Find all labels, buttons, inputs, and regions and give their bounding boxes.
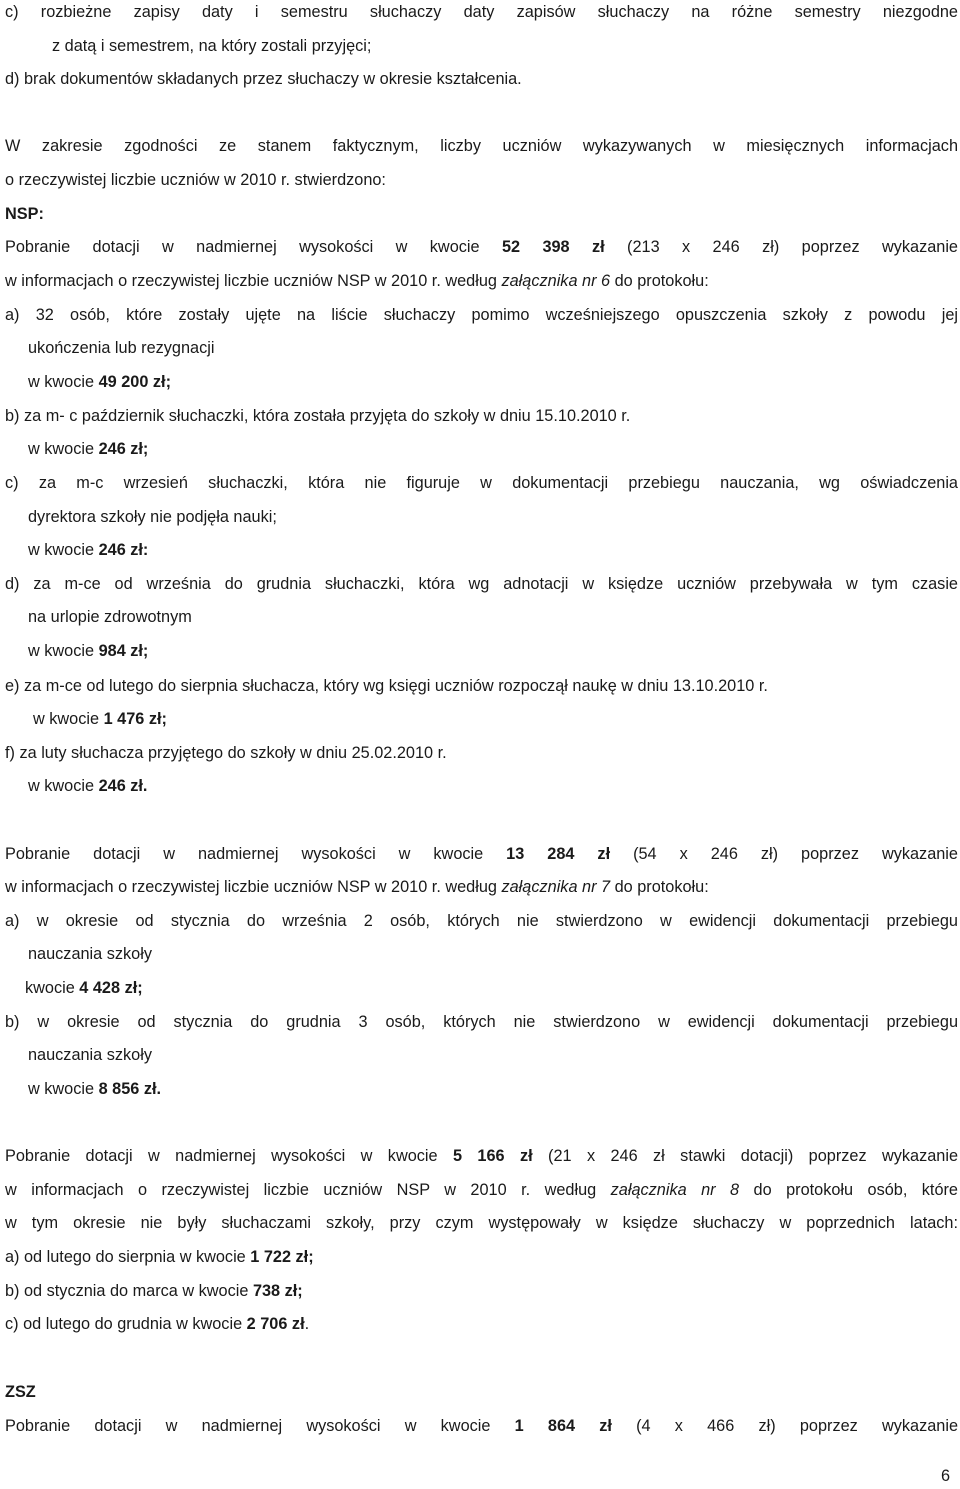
text-segment: do protokołu:: [610, 272, 709, 290]
text-line: [28, 1045, 152, 1065]
text-segment: b) w okresie od stycznia do grudnia 3 osób, których nie stwierdzono w ewidencji dokumentacji przebiegu: [5, 1013, 958, 1031]
text-segment: (4 x 466 zł) poprzez wykazanie: [611, 1417, 959, 1435]
text-line: [5, 2, 958, 22]
text-segment: f) za luty słuchacza przyjętego do szkoły w dniu 25.02.2010 r.: [5, 744, 447, 762]
text-segment: w kwocie: [33, 710, 104, 728]
bold-text: 52 398 zł: [501, 238, 605, 256]
italic-text: załącznika nr 8: [610, 1181, 740, 1199]
text-segment: w tym okresie nie były słuchaczami szkoły, przy czym występowały w księdze słuchaczy w poprzednich latach:: [5, 1214, 958, 1232]
page-number: 6: [940, 1467, 950, 1485]
text-line: [28, 1079, 161, 1099]
text-line: [5, 1180, 958, 1200]
text-line: [5, 1146, 958, 1166]
italic-text: załącznika nr 7: [501, 878, 611, 896]
text-line: [5, 406, 630, 426]
text-line: [5, 473, 958, 493]
text-segment: a) 32 osób, które zostały ujęte na liście słuchaczy pomimo wcześniejszego opuszczenia szkoły z powodu jej: [5, 306, 958, 324]
text-segment: w kwocie: [28, 1080, 99, 1098]
text-line: [5, 237, 958, 257]
text-segment: z datą i semestrem, na który zostali przyjęci;: [52, 37, 372, 55]
text-line: [28, 507, 277, 527]
text-segment: .: [304, 1315, 310, 1333]
text-segment: c) od lutego do grudnia w kwocie: [5, 1315, 247, 1333]
text-line: [5, 305, 958, 325]
text-segment: a) od lutego do sierpnia w kwocie: [5, 1248, 251, 1266]
text-segment: ukończenia lub rezygnacji: [28, 339, 215, 357]
text-segment: Pobranie dotacji w nadmiernej wysokości w kwocie: [5, 1147, 453, 1165]
text-segment: w informacjach o rzeczywistej liczbie uczniów NSP w 2010 r. według: [5, 1181, 611, 1199]
text-segment: Pobranie dotacji w nadmiernej wysokości w kwocie: [5, 845, 507, 863]
bold-text: 1 476 zł;: [103, 710, 167, 728]
text-segment: dyrektora szkoły nie podjęła nauki;: [28, 508, 277, 526]
text-segment: (54 x 246 zł) poprzez wykazanie: [610, 845, 958, 863]
text-line: [28, 540, 148, 560]
bold-text: 13 284 zł: [506, 845, 611, 863]
text-line: [5, 676, 768, 696]
bold-text: 246 zł;: [98, 440, 149, 458]
bold-text: 1 864 zł: [514, 1417, 612, 1435]
text-line: [28, 338, 214, 358]
text-segment: o rzeczywistej liczbie uczniów w 2010 r. stwierdzono:: [5, 171, 386, 189]
bold-text: 49 200 zł;: [98, 373, 171, 391]
text-segment: Pobranie dotacji w nadmiernej wysokości w kwocie: [5, 1417, 515, 1435]
text-line: [5, 574, 958, 594]
text-line: [5, 69, 522, 89]
text-line: [28, 372, 171, 392]
text-line: [5, 1012, 958, 1032]
text-line: [5, 136, 958, 156]
italic-text: załącznika nr 6: [501, 272, 611, 290]
text-segment: b) za m- c październik słuchaczki, która została przyjęta do szkoły w dniu 15.10.2010 r.: [5, 407, 631, 425]
bold-text: 246 zł.: [98, 777, 148, 795]
text-segment: w kwocie: [28, 440, 99, 458]
text-segment: nauczania szkoły: [28, 1046, 152, 1064]
text-segment: c) za m-c wrzesień słuchaczki, która nie figuruje w dokumentacji przebiegu nauczania, wg oświadczenia: [5, 474, 958, 492]
text-segment: do protokołu osób, które: [739, 1181, 958, 1199]
text-segment: w kwocie: [28, 373, 99, 391]
text-line: [5, 1213, 958, 1233]
bold-text: 246 zł:: [98, 541, 149, 559]
text-segment: e) za m-ce od lutego do sierpnia słuchacza, który wg księgi uczniów rozpoczął naukę w dniu 13.10.2010 r.: [5, 677, 768, 695]
bold-text: 4 428 zł;: [79, 979, 143, 997]
text-segment: b) od stycznia do marca w kwocie: [5, 1282, 253, 1300]
text-line: [28, 439, 148, 459]
bold-text: ZSZ: [5, 1383, 36, 1401]
text-segment: kwocie: [25, 979, 80, 997]
bold-text: NSP:: [5, 205, 44, 223]
text-line: [28, 944, 152, 964]
text-segment: (213 x 246 zł) poprzez wykazanie: [604, 238, 958, 256]
text-line: [5, 844, 958, 864]
text-segment: d) za m-ce od września do grudnia słuchaczki, która wg adnotacji w księdze uczniów przebywała w tym czasie: [5, 575, 958, 593]
text-line: [5, 271, 709, 291]
text-segment: Pobranie dotacji w nadmiernej wysokości w kwocie: [5, 238, 502, 256]
text-line: [5, 1314, 309, 1334]
text-line: [5, 170, 386, 190]
bold-text: 8 856 zł.: [98, 1080, 162, 1098]
text-line: [5, 1416, 958, 1436]
text-segment: w kwocie: [28, 541, 99, 559]
text-line: [25, 978, 143, 998]
text-segment: c) rozbieżne zapisy daty i semestru słuchaczy daty zapisów słuchaczy na różne semestry niezgodne: [5, 3, 958, 21]
text-line: [28, 641, 148, 661]
text-line: [5, 1382, 36, 1402]
text-line: [5, 743, 447, 763]
text-line: [28, 776, 147, 796]
bold-text: 2 706 zł: [246, 1315, 305, 1333]
text-line: [5, 1281, 303, 1301]
text-segment: do protokołu:: [610, 878, 709, 896]
text-segment: (21 x 246 zł stawki dotacji) poprzez wykazanie: [532, 1147, 958, 1165]
text-line: [5, 911, 958, 931]
bold-text: 984 zł;: [98, 642, 149, 660]
text-segment: d) brak dokumentów składanych przez słuchaczy w okresie kształcenia.: [5, 70, 522, 88]
text-segment: w informacjach o rzeczywistej liczbie uczniów NSP w 2010 r. według: [5, 272, 502, 290]
text-segment: a) w okresie od stycznia do września 2 osób, których nie stwierdzono w ewidencji dokumentacji przebiegu: [5, 912, 958, 930]
text-line: [52, 36, 371, 56]
text-segment: W zakresie zgodności ze stanem faktycznym, liczby uczniów wykazywanych w miesięcznych informacjach: [5, 137, 958, 155]
text-segment: w informacjach o rzeczywistej liczbie uczniów NSP w 2010 r. według: [5, 878, 502, 896]
text-line: [28, 607, 192, 627]
text-segment: na urlopie zdrowotnym: [28, 608, 192, 626]
text-segment: w kwocie: [28, 642, 99, 660]
text-segment: nauczania szkoły: [28, 945, 152, 963]
text-line: [5, 204, 44, 224]
bold-text: 5 166 zł: [452, 1147, 533, 1165]
bold-text: 1 722 zł;: [250, 1248, 314, 1266]
bold-text: 738 zł;: [252, 1282, 303, 1300]
text-line: [5, 877, 709, 897]
text-line: [33, 709, 167, 729]
text-line: [5, 1247, 314, 1267]
text-segment: w kwocie: [28, 777, 99, 795]
